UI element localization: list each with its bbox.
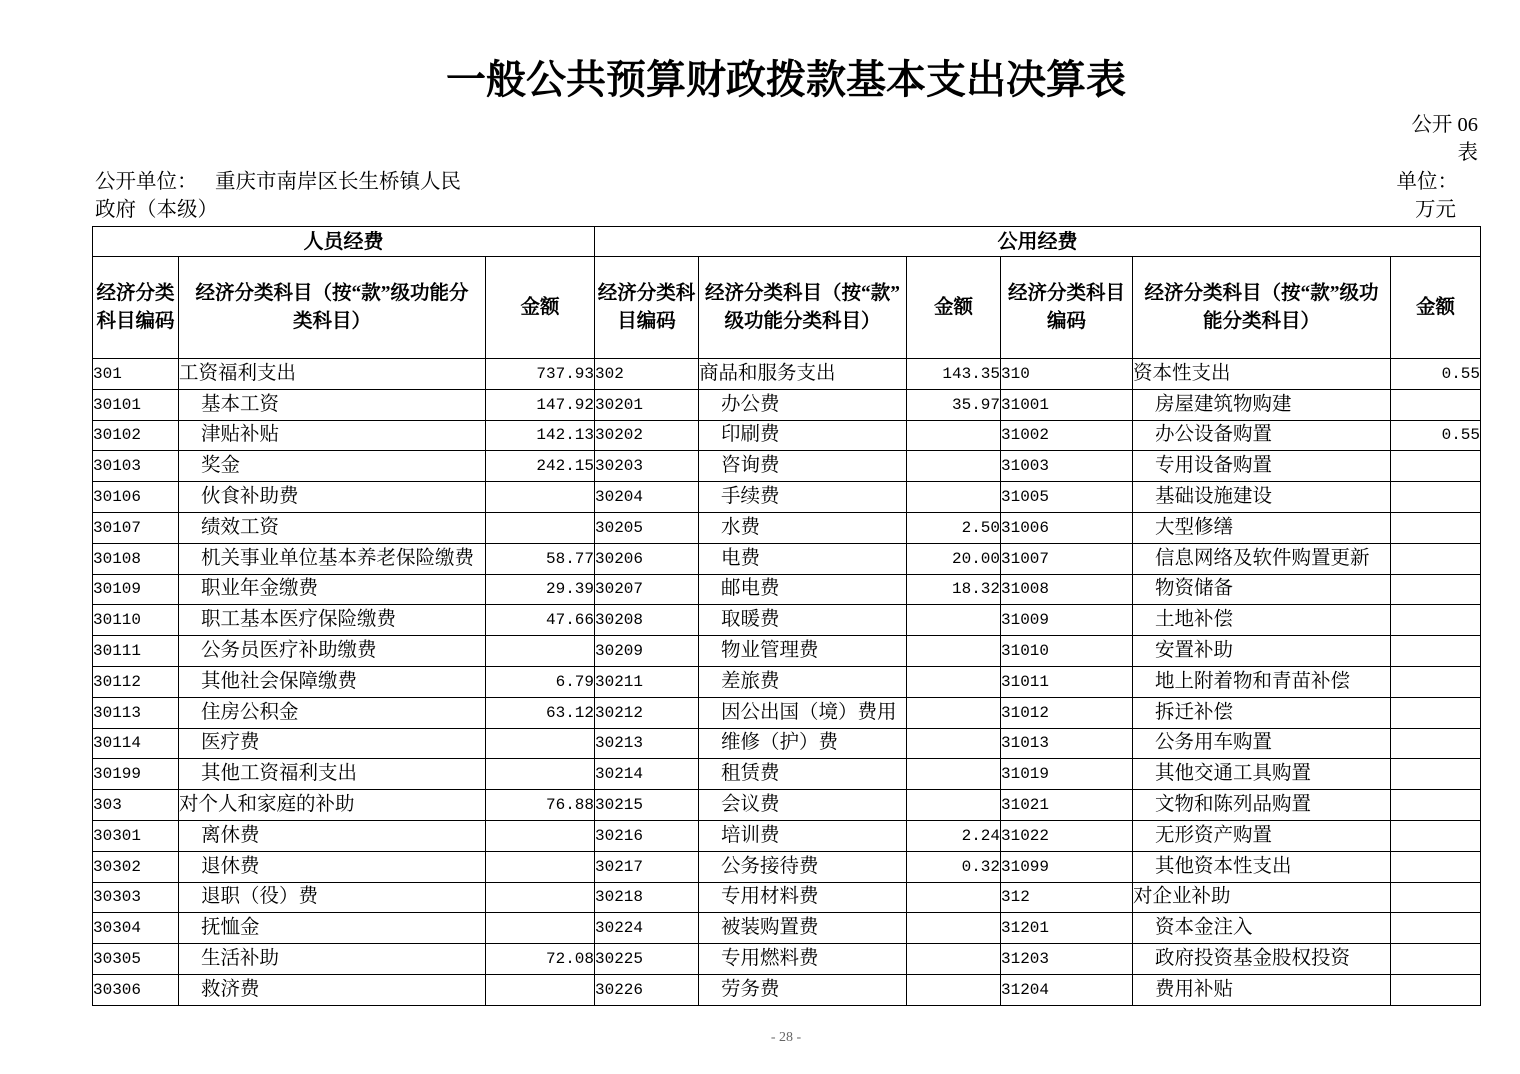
public-goods-code-cell: 30212 [595, 697, 699, 728]
personnel-item-cell: 医疗费 [179, 728, 486, 759]
personnel-item-cell: 对个人和家庭的补助 [179, 790, 486, 821]
personnel-item-header [179, 257, 486, 359]
personnel-item-cell: 退职（役）费 [179, 882, 486, 913]
public-goods-amount-cell: 20.00 [907, 543, 1001, 574]
table-row [93, 944, 1481, 975]
public-goods-item-cell: 电费 [699, 543, 907, 574]
public-goods-item-cell: 取暖费 [699, 605, 907, 636]
personnel-amount-header [486, 257, 595, 359]
table-row [93, 636, 1481, 667]
public-capital-item-cell: 地上附着物和青苗补偿 [1133, 666, 1391, 697]
personnel-amount-cell [486, 851, 595, 882]
public-capital-amount-cell: 0.55 [1391, 359, 1481, 390]
public-capital-amount-cell [1391, 574, 1481, 605]
public-capital-amount-cell [1391, 666, 1481, 697]
personnel-item-cell: 伙食补助费 [179, 482, 486, 513]
public-capital-amount-cell [1391, 728, 1481, 759]
table-row [93, 512, 1481, 543]
public-goods-item-cell: 手续费 [699, 482, 907, 513]
unit-name-line2: 政府（本级） [95, 199, 218, 221]
personnel-code-cell: 30199 [93, 759, 179, 790]
public-capital-item-cell: 专用设备购置 [1133, 451, 1391, 482]
public-capital-amount-cell [1391, 389, 1481, 420]
personnel-code-cell: 30109 [93, 574, 179, 605]
public-goods-code-header [595, 257, 699, 359]
personnel-item-cell: 其他社会保障缴费 [179, 666, 486, 697]
public-capital-amount-cell [1391, 451, 1481, 482]
personnel-amount-cell: 47.66 [486, 605, 595, 636]
public-capital-code-cell: 31011 [1001, 666, 1133, 697]
public-capital-code-cell: 31009 [1001, 605, 1133, 636]
table-row [93, 790, 1481, 821]
public-capital-item-cell: 大型修缮 [1133, 512, 1391, 543]
personnel-item-cell: 抚恤金 [179, 913, 486, 944]
public-goods-amount-cell [907, 697, 1001, 728]
personnel-code-cell: 30113 [93, 697, 179, 728]
public-capital-amount-cell [1391, 636, 1481, 667]
public-capital-code-cell: 31099 [1001, 851, 1133, 882]
personnel-amount-cell [486, 512, 595, 543]
budget-table [92, 226, 1481, 1006]
public-capital-item-cell: 办公设备购置 [1133, 420, 1391, 451]
public-capital-item-cell: 其他交通工具购置 [1133, 759, 1391, 790]
document-title: 一般公共预算财政拨款基本支出决算表 [446, 57, 1126, 102]
personnel-item-cell: 工资福利支出 [179, 359, 486, 390]
table-row [93, 482, 1481, 513]
public-goods-item-cell: 劳务费 [699, 974, 907, 1005]
public-group-header: 公用经费 [595, 227, 1481, 257]
personnel-amount-cell: 72.08 [486, 944, 595, 975]
public-capital-code-cell: 31007 [1001, 543, 1133, 574]
personnel-amount-cell: 242.15 [486, 451, 595, 482]
public-capital-amount-cell [1391, 851, 1481, 882]
public-capital-code-cell: 31019 [1001, 759, 1133, 790]
form-number-line2: 表 [1457, 142, 1478, 164]
public-goods-amount-cell: 18.32 [907, 574, 1001, 605]
public-goods-amount-cell [907, 759, 1001, 790]
personnel-code-cell: 30305 [93, 944, 179, 975]
public-capital-code-cell: 31012 [1001, 697, 1133, 728]
public-capital-amount-cell [1391, 790, 1481, 821]
personnel-code-cell: 30102 [93, 420, 179, 451]
public-goods-item-cell: 邮电费 [699, 574, 907, 605]
table-row [93, 543, 1481, 574]
public-goods-amount-cell [907, 636, 1001, 667]
table-row [93, 759, 1481, 790]
public-capital-code-cell: 31003 [1001, 451, 1133, 482]
personnel-item-cell: 住房公积金 [179, 697, 486, 728]
public-capital-item-cell: 拆迁补偿 [1133, 697, 1391, 728]
public-capital-code-cell: 31005 [1001, 482, 1133, 513]
form-number-line1: 公开 06 [1411, 114, 1478, 136]
public-goods-code-cell: 30217 [595, 851, 699, 882]
header-line: 经济分类 [96, 282, 175, 304]
personnel-amount-cell [486, 820, 595, 851]
public-goods-amount-cell: 0.32 [907, 851, 1001, 882]
personnel-code-cell: 303 [93, 790, 179, 821]
personnel-amount-cell [486, 913, 595, 944]
personnel-item-cell: 离休费 [179, 820, 486, 851]
personnel-code-cell: 30302 [93, 851, 179, 882]
public-capital-code-cell: 312 [1001, 882, 1133, 913]
personnel-code-cell: 301 [93, 359, 179, 390]
public-capital-code-cell: 31002 [1001, 420, 1133, 451]
personnel-item-cell: 职业年金缴费 [179, 574, 486, 605]
public-goods-code-cell: 30215 [595, 790, 699, 821]
public-capital-amount-cell [1391, 882, 1481, 913]
public-goods-code-cell: 30204 [595, 482, 699, 513]
personnel-amount-cell: 76.88 [486, 790, 595, 821]
public-capital-amount-cell [1391, 974, 1481, 1005]
public-capital-item-cell: 费用补贴 [1133, 974, 1391, 1005]
personnel-code-cell: 30106 [93, 482, 179, 513]
public-goods-amount-cell: 35.97 [907, 389, 1001, 420]
public-goods-amount-cell [907, 790, 1001, 821]
public-capital-item-cell: 文物和陈列品购置 [1133, 790, 1391, 821]
public-capital-amount-cell [1391, 543, 1481, 574]
header-line: 类科目） [292, 310, 371, 332]
header-line: 经济分类科目（按“款”级功能分 [195, 282, 469, 304]
public-goods-code-cell: 30206 [595, 543, 699, 574]
unit-name-line1: 重庆市南岸区长生桥镇人民 [215, 171, 461, 193]
public-goods-code-cell: 30208 [595, 605, 699, 636]
public-goods-code-cell: 30213 [595, 728, 699, 759]
public-goods-item-cell: 专用燃料费 [699, 944, 907, 975]
public-goods-item-cell: 印刷费 [699, 420, 907, 451]
public-goods-code-cell: 30207 [595, 574, 699, 605]
table-row [93, 974, 1481, 1005]
header-line: 金额 [1415, 296, 1455, 318]
public-goods-amount-cell [907, 605, 1001, 636]
public-goods-code-cell: 30209 [595, 636, 699, 667]
public-goods-item-cell: 会议费 [699, 790, 907, 821]
personnel-amount-cell: 63.12 [486, 697, 595, 728]
personnel-item-cell: 职工基本医疗保险缴费 [179, 605, 486, 636]
public-capital-code-cell: 31010 [1001, 636, 1133, 667]
group-header-row [93, 227, 1481, 257]
personnel-item-cell: 奖金 [179, 451, 486, 482]
table-row [93, 913, 1481, 944]
measure-unit-label: 单位： [1396, 171, 1458, 193]
personnel-amount-cell [486, 482, 595, 513]
public-capital-amount-cell [1391, 759, 1481, 790]
table-row [93, 605, 1481, 636]
public-goods-item-cell: 租赁费 [699, 759, 907, 790]
header-line: 经济分类科目（按“款” [704, 282, 900, 304]
public-capital-code-cell: 31203 [1001, 944, 1133, 975]
public-capital-code-cell: 31001 [1001, 389, 1133, 420]
public-goods-code-cell: 302 [595, 359, 699, 390]
public-goods-item-cell: 公务接待费 [699, 851, 907, 882]
public-goods-item-cell: 咨询费 [699, 451, 907, 482]
personnel-item-cell: 基本工资 [179, 389, 486, 420]
personnel-code-cell: 30101 [93, 389, 179, 420]
public-capital-amount-cell: 0.55 [1391, 420, 1481, 451]
public-goods-amount-cell [907, 728, 1001, 759]
personnel-item-cell: 退休费 [179, 851, 486, 882]
public-goods-code-cell: 30216 [595, 820, 699, 851]
public-capital-item-cell: 无形资产购置 [1133, 820, 1391, 851]
public-goods-code-cell: 30218 [595, 882, 699, 913]
public-goods-code-cell: 30224 [595, 913, 699, 944]
table-row [93, 882, 1481, 913]
public-capital-code-cell: 31013 [1001, 728, 1133, 759]
public-goods-item-cell: 办公费 [699, 389, 907, 420]
personnel-group-header: 人员经费 [93, 227, 595, 257]
personnel-code-cell: 30110 [93, 605, 179, 636]
personnel-amount-cell [486, 974, 595, 1005]
personnel-code-header [93, 257, 179, 359]
table-row [93, 666, 1481, 697]
public-capital-item-cell: 对企业补助 [1133, 882, 1391, 913]
public-goods-amount-cell: 2.50 [907, 512, 1001, 543]
personnel-amount-cell: 58.77 [486, 543, 595, 574]
personnel-item-cell: 公务员医疗补助缴费 [179, 636, 486, 667]
public-capital-item-cell: 安置补助 [1133, 636, 1391, 667]
public-goods-code-cell: 30226 [595, 974, 699, 1005]
public-capital-item-cell: 公务用车购置 [1133, 728, 1391, 759]
public-capital-item-cell: 土地补偿 [1133, 605, 1391, 636]
public-goods-amount-cell [907, 482, 1001, 513]
personnel-amount-cell [486, 759, 595, 790]
personnel-amount-cell: 737.93 [486, 359, 595, 390]
public-goods-code-cell: 30211 [595, 666, 699, 697]
header-line: 经济分类科目 [1007, 282, 1125, 304]
personnel-code-cell: 30303 [93, 882, 179, 913]
personnel-code-cell: 30114 [93, 728, 179, 759]
personnel-code-cell: 30107 [93, 512, 179, 543]
header-line: 金额 [520, 296, 560, 318]
public-goods-code-cell: 30202 [595, 420, 699, 451]
public-goods-item-cell: 被装购置费 [699, 913, 907, 944]
measure-unit-value: 万元 [1415, 199, 1456, 221]
public-capital-item-cell: 其他资本性支出 [1133, 851, 1391, 882]
public-capital-item-cell: 政府投资基金股权投资 [1133, 944, 1391, 975]
public-goods-code-cell: 30225 [595, 944, 699, 975]
public-goods-amount-cell [907, 882, 1001, 913]
personnel-code-cell: 30304 [93, 913, 179, 944]
header-line: 编码 [1046, 310, 1086, 332]
header-line: 目编码 [617, 310, 676, 332]
public-goods-item-cell: 培训费 [699, 820, 907, 851]
header-line: 经济分类科目（按“款”级功 [1144, 282, 1379, 304]
header-line: 能分类科目） [1202, 310, 1320, 332]
public-goods-amount-cell [907, 451, 1001, 482]
table-row [93, 451, 1481, 482]
personnel-code-cell: 30112 [93, 666, 179, 697]
personnel-amount-cell: 142.13 [486, 420, 595, 451]
public-capital-item-cell: 资本金注入 [1133, 913, 1391, 944]
public-goods-item-cell: 因公出国（境）费用 [699, 697, 907, 728]
personnel-item-cell: 机关事业单位基本养老保险缴费 [179, 543, 486, 574]
public-goods-item-cell: 物业管理费 [699, 636, 907, 667]
personnel-code-cell: 30111 [93, 636, 179, 667]
table-row [93, 359, 1481, 390]
public-capital-code-cell: 31022 [1001, 820, 1133, 851]
public-goods-amount-cell [907, 944, 1001, 975]
public-goods-item-cell: 商品和服务支出 [699, 359, 907, 390]
public-goods-code-cell: 30214 [595, 759, 699, 790]
public-capital-code-header [1001, 257, 1133, 359]
public-capital-amount-header [1391, 257, 1481, 359]
personnel-item-cell: 其他工资福利支出 [179, 759, 486, 790]
public-goods-item-cell: 水费 [699, 512, 907, 543]
public-capital-code-cell: 31008 [1001, 574, 1133, 605]
public-goods-item-cell: 专用材料费 [699, 882, 907, 913]
table-row [93, 420, 1481, 451]
personnel-amount-cell [486, 636, 595, 667]
table-row [93, 728, 1481, 759]
header-line: 经济分类科 [597, 282, 696, 304]
public-capital-amount-cell [1391, 697, 1481, 728]
public-capital-code-cell: 31021 [1001, 790, 1133, 821]
header-line: 金额 [933, 296, 973, 318]
public-goods-amount-cell [907, 974, 1001, 1005]
public-capital-amount-cell [1391, 482, 1481, 513]
header-line: 科目编码 [96, 310, 175, 332]
personnel-amount-cell: 29.39 [486, 574, 595, 605]
personnel-code-cell: 30108 [93, 543, 179, 574]
public-capital-item-cell: 物资储备 [1133, 574, 1391, 605]
personnel-item-cell: 津贴补贴 [179, 420, 486, 451]
column-header-row [93, 257, 1481, 359]
page-number: - 28 - [770, 1030, 802, 1045]
unit-label: 公开单位： [95, 171, 198, 193]
public-goods-code-cell: 30203 [595, 451, 699, 482]
public-capital-amount-cell [1391, 605, 1481, 636]
personnel-code-cell: 30306 [93, 974, 179, 1005]
public-goods-amount-cell: 2.24 [907, 820, 1001, 851]
public-goods-code-cell: 30205 [595, 512, 699, 543]
table-row [93, 820, 1481, 851]
public-capital-amount-cell [1391, 913, 1481, 944]
personnel-item-cell: 绩效工资 [179, 512, 486, 543]
personnel-amount-cell: 147.92 [486, 389, 595, 420]
personnel-amount-cell [486, 728, 595, 759]
public-capital-item-header [1133, 257, 1391, 359]
table-row [93, 697, 1481, 728]
header-line: 级功能分类科目） [724, 310, 881, 332]
public-capital-code-cell: 31006 [1001, 512, 1133, 543]
public-capital-amount-cell [1391, 820, 1481, 851]
public-goods-amount-cell [907, 666, 1001, 697]
public-capital-amount-cell [1391, 512, 1481, 543]
public-goods-amount-cell: 143.35 [907, 359, 1001, 390]
personnel-item-cell: 生活补助 [179, 944, 486, 975]
public-goods-item-cell: 维修（护）费 [699, 728, 907, 759]
personnel-amount-cell [486, 882, 595, 913]
table-row [93, 389, 1481, 420]
personnel-code-cell: 30301 [93, 820, 179, 851]
public-capital-item-cell: 信息网络及软件购置更新 [1133, 543, 1391, 574]
public-capital-item-cell: 基础设施建设 [1133, 482, 1391, 513]
personnel-item-cell: 救济费 [179, 974, 486, 1005]
table-row [93, 574, 1481, 605]
personnel-code-cell: 30103 [93, 451, 179, 482]
personnel-amount-cell: 6.79 [486, 666, 595, 697]
public-capital-code-cell: 310 [1001, 359, 1133, 390]
public-goods-item-header [699, 257, 907, 359]
public-capital-item-cell: 资本性支出 [1133, 359, 1391, 390]
public-goods-item-cell: 差旅费 [699, 666, 907, 697]
public-goods-amount-cell [907, 420, 1001, 451]
public-capital-code-cell: 31201 [1001, 913, 1133, 944]
public-goods-code-cell: 30201 [595, 389, 699, 420]
public-capital-code-cell: 31204 [1001, 974, 1133, 1005]
public-capital-item-cell: 房屋建筑物购建 [1133, 389, 1391, 420]
table-row [93, 851, 1481, 882]
public-capital-amount-cell [1391, 944, 1481, 975]
public-goods-amount-header [907, 257, 1001, 359]
public-goods-amount-cell [907, 913, 1001, 944]
